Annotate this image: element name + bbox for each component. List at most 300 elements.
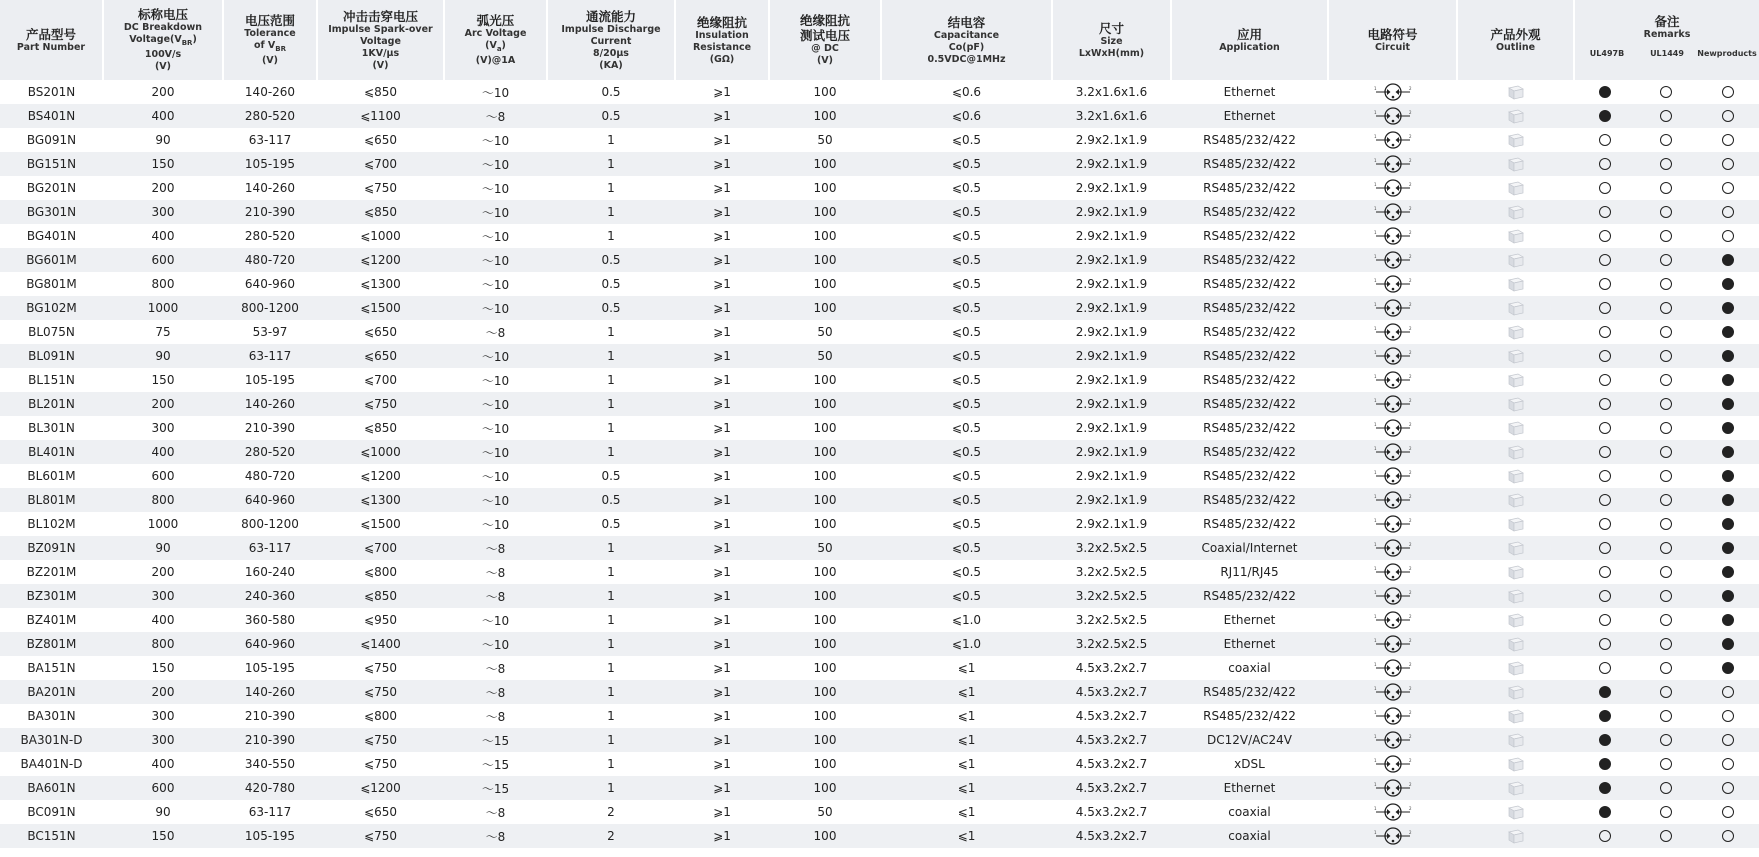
cell-cap: ⩽1 (881, 800, 1052, 824)
header-en-label (106, 49, 220, 61)
gas-discharge-tube-symbol-icon (1374, 347, 1412, 365)
cell-part: BZ401M (0, 608, 103, 632)
svg-text:2: 2 (1408, 350, 1412, 355)
header-capacitance (881, 0, 1052, 80)
cell-remarks (1574, 392, 1759, 416)
cell-size: 2.9x2.1x1.9 (1052, 416, 1171, 440)
smd-component-outline-icon (1506, 515, 1526, 533)
cell-circuit (1328, 824, 1457, 848)
header-impulse-spark-over-voltage (317, 0, 444, 80)
cell-arc: ～8 (444, 800, 547, 824)
cell-remarks (1574, 368, 1759, 392)
gas-discharge-tube-symbol-icon (1374, 443, 1412, 461)
header-en-text: Size (1100, 35, 1123, 47)
open-circle-icon (1599, 278, 1611, 290)
header-en-text: Circuit (1374, 41, 1411, 53)
table-row (0, 776, 1759, 800)
gas-discharge-tube-symbol-icon (1374, 371, 1412, 389)
open-circle-icon (1660, 518, 1672, 530)
cell-part: BG201N (0, 176, 103, 200)
cell-remarks (1574, 272, 1759, 296)
cell-part: BL601M (0, 464, 103, 488)
filled-circle-icon (1722, 398, 1734, 410)
svg-text:2: 2 (1408, 734, 1412, 739)
cell-arc: ～10 (444, 512, 547, 536)
cell-dc: 1000 (103, 296, 223, 320)
cell-circuit (1328, 704, 1457, 728)
cell-remarks (1574, 536, 1759, 560)
cell-app: RS485/232/422 (1171, 680, 1328, 704)
cell-ins: ⩾1 (675, 128, 769, 152)
cell-part: BL301N (0, 416, 103, 440)
cell-circuit (1328, 656, 1457, 680)
cell-app: RS485/232/422 (1171, 176, 1328, 200)
cell-app: RJ11/RJ45 (1171, 560, 1328, 584)
cell-ins: ⩾1 (675, 608, 769, 632)
open-circle-icon (1599, 542, 1611, 554)
open-circle-icon (1722, 782, 1734, 794)
cell-cur: 0.5 (547, 272, 675, 296)
remarks-marks (1574, 782, 1759, 794)
cell-circuit (1328, 464, 1457, 488)
header-subscript: a (496, 44, 502, 53)
gas-discharge-tube-symbol-icon (1374, 155, 1412, 173)
cell-cap: ⩽0.5 (881, 200, 1052, 224)
cell-cap: ⩽0.5 (881, 368, 1052, 392)
cell-arc: ～10 (444, 200, 547, 224)
header-en-text: (V) (816, 55, 834, 66)
cell-ins: ⩾1 (675, 512, 769, 536)
cell-imp: ⩽750 (317, 392, 444, 416)
cell-part: BS201N (0, 80, 103, 104)
cell-dc: 600 (103, 248, 223, 272)
cell-dc: 300 (103, 416, 223, 440)
cell-imp: ⩽750 (317, 656, 444, 680)
smd-component-outline-icon (1506, 467, 1526, 485)
gas-discharge-tube-symbol-icon (1374, 539, 1412, 557)
filled-circle-icon (1722, 494, 1734, 506)
cell-arc: ～10 (444, 176, 547, 200)
smd-component-outline-icon (1506, 491, 1526, 509)
cell-app: RS485/232/422 (1171, 488, 1328, 512)
header-remarks (1574, 0, 1759, 80)
svg-text:1: 1 (1373, 734, 1377, 739)
open-circle-icon (1660, 278, 1672, 290)
cell-app: coaxial (1171, 656, 1328, 680)
cell-tol: 63-117 (223, 800, 317, 824)
svg-text:1: 1 (1373, 302, 1377, 307)
open-circle-icon (1660, 182, 1672, 194)
svg-text:2: 2 (1408, 158, 1412, 163)
gas-discharge-tube-symbol-icon (1374, 251, 1412, 269)
cell-dc: 600 (103, 776, 223, 800)
cell-arc: ～10 (444, 296, 547, 320)
header-en-text: Arc Voltage (464, 28, 527, 40)
cell-remarks (1574, 104, 1759, 128)
cell-arc: ～10 (444, 248, 547, 272)
cell-test: 50 (769, 128, 881, 152)
smd-component-outline-icon (1506, 563, 1526, 581)
header-en-label (550, 60, 672, 72)
cell-test: 100 (769, 560, 881, 584)
open-circle-icon (1660, 422, 1672, 434)
cell-app: Ethernet (1171, 776, 1328, 800)
filled-circle-icon (1599, 686, 1611, 698)
cell-app: RS485/232/422 (1171, 344, 1328, 368)
cell-imp: ⩽850 (317, 416, 444, 440)
cell-outline (1457, 656, 1574, 680)
svg-text:2: 2 (1408, 590, 1412, 595)
cell-arc: ～10 (444, 392, 547, 416)
cell-outline (1457, 440, 1574, 464)
cell-test: 100 (769, 584, 881, 608)
header-en-label (320, 48, 441, 60)
open-circle-icon (1660, 86, 1672, 98)
cell-size: 3.2x2.5x2.5 (1052, 536, 1171, 560)
svg-text:1: 1 (1373, 182, 1377, 187)
cell-part: BG091N (0, 128, 103, 152)
header-en-text: Voltage(V (129, 34, 182, 46)
smd-component-outline-icon (1506, 131, 1526, 149)
header-en-label (1174, 42, 1325, 54)
cell-dc: 90 (103, 344, 223, 368)
open-circle-icon (1599, 398, 1611, 410)
smd-component-outline-icon (1506, 419, 1526, 437)
smd-component-outline-icon (1506, 107, 1526, 125)
header-size (1052, 0, 1171, 80)
remarks-marks (1574, 86, 1759, 98)
cell-dc: 600 (103, 464, 223, 488)
open-circle-icon (1599, 470, 1611, 482)
cell-remarks (1574, 128, 1759, 152)
cell-size: 4.5x3.2x2.7 (1052, 656, 1171, 680)
cell-outline (1457, 224, 1574, 248)
filled-circle-icon (1599, 734, 1611, 746)
cell-circuit (1328, 608, 1457, 632)
cell-outline (1457, 752, 1574, 776)
table-row (0, 80, 1759, 104)
cell-imp: ⩽1000 (317, 440, 444, 464)
cell-cur: 1 (547, 776, 675, 800)
cell-app: RS485/232/422 (1171, 128, 1328, 152)
cell-circuit (1328, 128, 1457, 152)
remarks-marks (1574, 374, 1759, 386)
cell-arc: ～10 (444, 608, 547, 632)
cell-cap: ⩽0.5 (881, 248, 1052, 272)
table-row (0, 680, 1759, 704)
cell-outline (1457, 608, 1574, 632)
filled-circle-icon (1599, 782, 1611, 794)
remarks-marks (1574, 518, 1759, 530)
gas-discharge-tube-symbol-icon (1374, 395, 1412, 413)
cell-outline (1457, 176, 1574, 200)
filled-circle-icon (1722, 566, 1734, 578)
svg-text:2: 2 (1408, 494, 1412, 499)
svg-text:2: 2 (1408, 254, 1412, 259)
cell-tol: 140-260 (223, 176, 317, 200)
cell-remarks (1574, 440, 1759, 464)
cell-size: 3.2x1.6x1.6 (1052, 80, 1171, 104)
header-en-text: Resistance (692, 41, 752, 53)
smd-component-outline-icon (1506, 83, 1526, 101)
svg-text:1: 1 (1373, 686, 1377, 691)
cell-part: BL201N (0, 392, 103, 416)
cell-tol: 63-117 (223, 344, 317, 368)
cell-cap: ⩽0.6 (881, 80, 1052, 104)
cell-tol: 640-960 (223, 272, 317, 296)
remarks-marks (1574, 686, 1759, 698)
cell-ins: ⩾1 (675, 824, 769, 848)
cell-arc: ～8 (444, 824, 547, 848)
cell-part: BZ201M (0, 560, 103, 584)
cell-remarks (1574, 608, 1759, 632)
gas-discharge-tube-symbol-icon (1374, 779, 1412, 797)
cell-cap: ⩽0.5 (881, 560, 1052, 584)
gas-discharge-tube-symbol-icon (1374, 827, 1412, 845)
open-circle-icon (1722, 830, 1734, 842)
cell-dc: 400 (103, 224, 223, 248)
svg-text:1: 1 (1373, 86, 1377, 91)
cell-arc: ～8 (444, 104, 547, 128)
gas-discharge-tube-symbol-icon (1374, 683, 1412, 701)
header-en-label (320, 60, 441, 72)
filled-circle-icon (1599, 86, 1611, 98)
header-tolerance (223, 0, 317, 80)
open-circle-icon (1660, 398, 1672, 410)
cell-circuit (1328, 440, 1457, 464)
cell-app: RS485/232/422 (1171, 200, 1328, 224)
cell-test: 100 (769, 176, 881, 200)
open-circle-icon (1722, 134, 1734, 146)
table-row (0, 464, 1759, 488)
cell-remarks (1574, 488, 1759, 512)
open-circle-icon (1660, 830, 1672, 842)
open-circle-icon (1599, 206, 1611, 218)
cell-outline (1457, 512, 1574, 536)
open-circle-icon (1660, 806, 1672, 818)
filled-circle-icon (1722, 302, 1734, 314)
open-circle-icon (1599, 350, 1611, 362)
table-row (0, 752, 1759, 776)
cell-outline (1457, 392, 1574, 416)
cell-circuit (1328, 728, 1457, 752)
svg-text:2: 2 (1408, 374, 1412, 379)
table-row (0, 104, 1759, 128)
cell-imp: ⩽750 (317, 728, 444, 752)
cell-tol: 640-960 (223, 632, 317, 656)
cell-size: 4.5x3.2x2.7 (1052, 752, 1171, 776)
cell-test: 100 (769, 296, 881, 320)
gas-discharge-tube-symbol-icon (1374, 707, 1412, 725)
smd-component-outline-icon (1506, 779, 1526, 797)
cell-test: 100 (769, 512, 881, 536)
header-en-label (772, 55, 878, 67)
gas-discharge-tube-symbol-icon (1374, 587, 1412, 605)
smd-component-outline-icon (1506, 371, 1526, 389)
cell-test: 100 (769, 440, 881, 464)
cell-ins: ⩾1 (675, 176, 769, 200)
cell-imp: ⩽1500 (317, 512, 444, 536)
cell-remarks (1574, 152, 1759, 176)
svg-text:2: 2 (1408, 710, 1412, 715)
cell-arc: ～15 (444, 776, 547, 800)
smd-component-outline-icon (1506, 443, 1526, 461)
cell-part: BL075N (0, 320, 103, 344)
open-circle-icon (1722, 158, 1734, 170)
header-insulation-resistance (675, 0, 769, 80)
cell-outline (1457, 296, 1574, 320)
remarks-marks (1574, 638, 1759, 650)
cell-imp: ⩽1200 (317, 464, 444, 488)
cell-app: RS485/232/422 (1171, 368, 1328, 392)
svg-text:2: 2 (1408, 782, 1412, 787)
cell-outline (1457, 368, 1574, 392)
header-en-label (106, 22, 220, 34)
cell-size: 3.2x2.5x2.5 (1052, 608, 1171, 632)
header-en-label (884, 30, 1049, 42)
svg-text:2: 2 (1408, 614, 1412, 619)
open-circle-icon (1722, 806, 1734, 818)
open-circle-icon (1660, 638, 1672, 650)
cell-imp: ⩽850 (317, 584, 444, 608)
filled-circle-icon (1722, 614, 1734, 626)
gas-discharge-tube-symbol-icon (1374, 491, 1412, 509)
remarks-marks (1574, 614, 1759, 626)
header-cn-label-2: 测试电压 (799, 28, 850, 43)
cell-imp: ⩽1500 (317, 296, 444, 320)
cell-arc: ～15 (444, 752, 547, 776)
cell-ins: ⩾1 (675, 152, 769, 176)
cell-ins: ⩾1 (675, 344, 769, 368)
svg-text:2: 2 (1408, 326, 1412, 331)
cell-cur: 1 (547, 440, 675, 464)
gas-discharge-tube-symbol-icon (1374, 611, 1412, 629)
open-circle-icon (1660, 542, 1672, 554)
cell-test: 100 (769, 272, 881, 296)
gas-discharge-tube-symbol-icon (1374, 83, 1412, 101)
cell-circuit (1328, 512, 1457, 536)
header-en-text: Current (590, 35, 632, 47)
cell-test: 100 (769, 488, 881, 512)
header-en-label: Remarks (1643, 29, 1691, 40)
svg-text:1: 1 (1373, 566, 1377, 571)
table-row (0, 344, 1759, 368)
gas-discharge-tube-symbol-icon (1374, 323, 1412, 341)
header-cn-label: 产品外观 (1490, 26, 1541, 42)
cell-circuit (1328, 752, 1457, 776)
gas-discharge-tube-symbol-icon (1374, 563, 1412, 581)
header-en-label (2, 42, 100, 54)
header-en-label (550, 36, 672, 48)
cell-part: BG151N (0, 152, 103, 176)
cell-size: 2.9x2.1x1.9 (1052, 392, 1171, 416)
cell-imp: ⩽750 (317, 752, 444, 776)
header-en-text: 100V/s (144, 48, 182, 60)
smd-component-outline-icon (1506, 299, 1526, 317)
cell-part: BL401N (0, 440, 103, 464)
open-circle-icon (1660, 710, 1672, 722)
cell-remarks (1574, 800, 1759, 824)
cell-tol: 280-520 (223, 104, 317, 128)
cell-ins: ⩾1 (675, 488, 769, 512)
cell-circuit (1328, 392, 1457, 416)
cell-ins: ⩾1 (675, 224, 769, 248)
cell-tol: 105-195 (223, 656, 317, 680)
cell-part: BA401N-D (0, 752, 103, 776)
cell-ins: ⩾1 (675, 320, 769, 344)
header-en-text: 0.5VDC@1MHz (927, 53, 1006, 65)
table-row (0, 200, 1759, 224)
cell-dc: 400 (103, 752, 223, 776)
cell-circuit (1328, 536, 1457, 560)
cell-cap: ⩽0.5 (881, 392, 1052, 416)
cell-tol: 480-720 (223, 464, 317, 488)
cell-part: BL091N (0, 344, 103, 368)
remarks-marks (1574, 134, 1759, 146)
cell-arc: ～8 (444, 560, 547, 584)
cell-cur: 1 (547, 320, 675, 344)
table-row (0, 440, 1759, 464)
open-circle-icon (1660, 686, 1672, 698)
cell-cur: 1 (547, 200, 675, 224)
cell-size: 2.9x2.1x1.9 (1052, 344, 1171, 368)
cell-imp: ⩽1200 (317, 776, 444, 800)
cell-tol: 210-390 (223, 200, 317, 224)
header-cn-label: 产品型号 (25, 26, 76, 42)
cell-outline (1457, 632, 1574, 656)
cell-part: BG301N (0, 200, 103, 224)
table-row (0, 176, 1759, 200)
header-cn-label: 通流能力 (585, 8, 636, 24)
cell-ins: ⩾1 (675, 536, 769, 560)
cell-part: BL151N (0, 368, 103, 392)
open-circle-icon (1722, 206, 1734, 218)
cell-imp: ⩽1300 (317, 488, 444, 512)
table-row (0, 272, 1759, 296)
cell-size: 4.5x3.2x2.7 (1052, 728, 1171, 752)
cell-size: 2.9x2.1x1.9 (1052, 200, 1171, 224)
smd-component-outline-icon (1506, 755, 1526, 773)
remarks-marks (1574, 758, 1759, 770)
cell-dc: 150 (103, 656, 223, 680)
cell-arc: ～8 (444, 536, 547, 560)
smd-component-outline-icon (1506, 275, 1526, 293)
svg-text:2: 2 (1408, 662, 1412, 667)
open-circle-icon (1660, 158, 1672, 170)
header-en-label (447, 55, 544, 67)
remarks-header-block (1577, 0, 1757, 80)
gas-discharge-tube-symbol-icon (1374, 107, 1412, 125)
cell-cap: ⩽1.0 (881, 608, 1052, 632)
cell-circuit (1328, 632, 1457, 656)
cell-part: BG801M (0, 272, 103, 296)
cell-tol: 210-390 (223, 728, 317, 752)
svg-text:1: 1 (1373, 446, 1377, 451)
cell-dc: 800 (103, 632, 223, 656)
cell-part: BC151N (0, 824, 103, 848)
remarks-subheaders (1577, 49, 1757, 58)
open-circle-icon (1599, 254, 1611, 266)
cell-dc: 200 (103, 80, 223, 104)
open-circle-icon (1660, 374, 1672, 386)
cell-dc: 90 (103, 128, 223, 152)
cell-cap: ⩽0.5 (881, 128, 1052, 152)
header-en-text: 8/20μs (593, 47, 629, 59)
header-en-label (320, 24, 441, 36)
cell-part: BA201N (0, 680, 103, 704)
cell-circuit (1328, 248, 1457, 272)
cell-tol: 160-240 (223, 560, 317, 584)
